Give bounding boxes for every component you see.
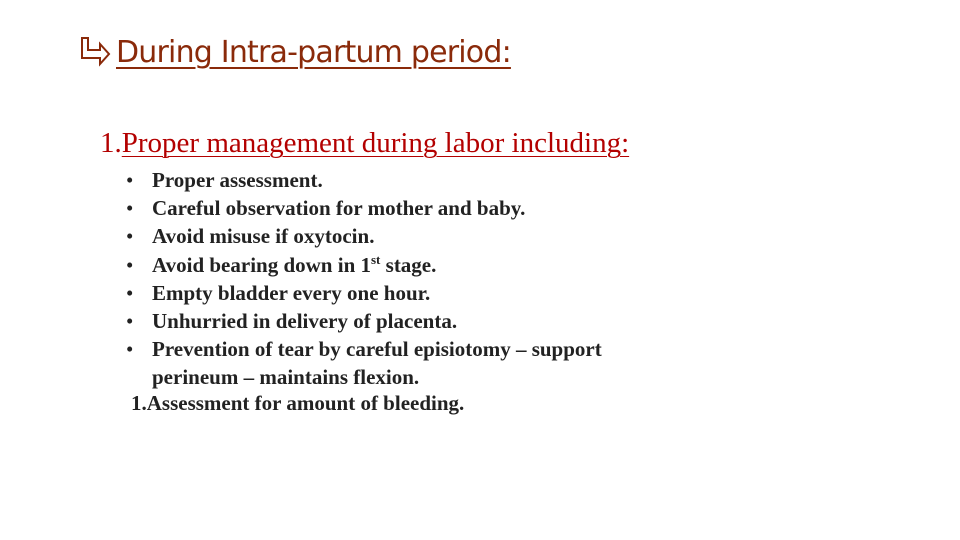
bullet-text: Empty bladder every one hour. [152,280,431,305]
bullet-text: Avoid misuse if oxytocin. [152,224,375,249]
bullet-item [126,335,602,391]
bullet-text-continuation: perineum – maintains flexion. [152,365,420,390]
bullet-marker: • [126,196,134,221]
bullet-marker: • [126,280,134,305]
item-number: 1. [131,391,147,415]
bullet-marker: • [126,224,134,249]
item-title: Proper management during labor including: [121,127,630,159]
bullet-text: Prevention of tear by careful episiotomy – support [152,337,602,362]
bullet-marker: • [126,337,134,362]
bullet-marker: • [126,309,134,334]
hollow-arrow-down-right-icon [78,32,112,72]
item-text: Assessment for amount of bleeding. [146,391,465,415]
bullet-item [126,194,602,222]
item-number: 1. [100,127,122,159]
bullet-item [126,166,602,194]
bullet-item [126,251,602,279]
bullet-item [126,279,602,307]
bullet-item [126,222,602,250]
numbered-item-2 [131,391,464,416]
bullet-text: Proper assessment. [152,168,323,192]
bullet-text: Unhurried in delivery of placenta. [152,309,458,334]
bullet-text-part: stage. [380,252,437,277]
bullet-item [126,307,602,335]
bullet-marker: • [126,168,134,192]
bullet-text-part: Avoid bearing down in 1 [152,252,371,277]
bullet-text: Careful observation for mother and baby. [152,196,526,221]
bullet-marker: • [126,252,134,277]
numbered-item-1 [100,127,629,160]
heading-text: During Intra-partum period: [116,34,511,70]
ordinal-suffix: st [371,251,381,267]
slide-heading [78,26,511,78]
bullet-text [152,253,436,277]
bullet-list [126,166,602,392]
